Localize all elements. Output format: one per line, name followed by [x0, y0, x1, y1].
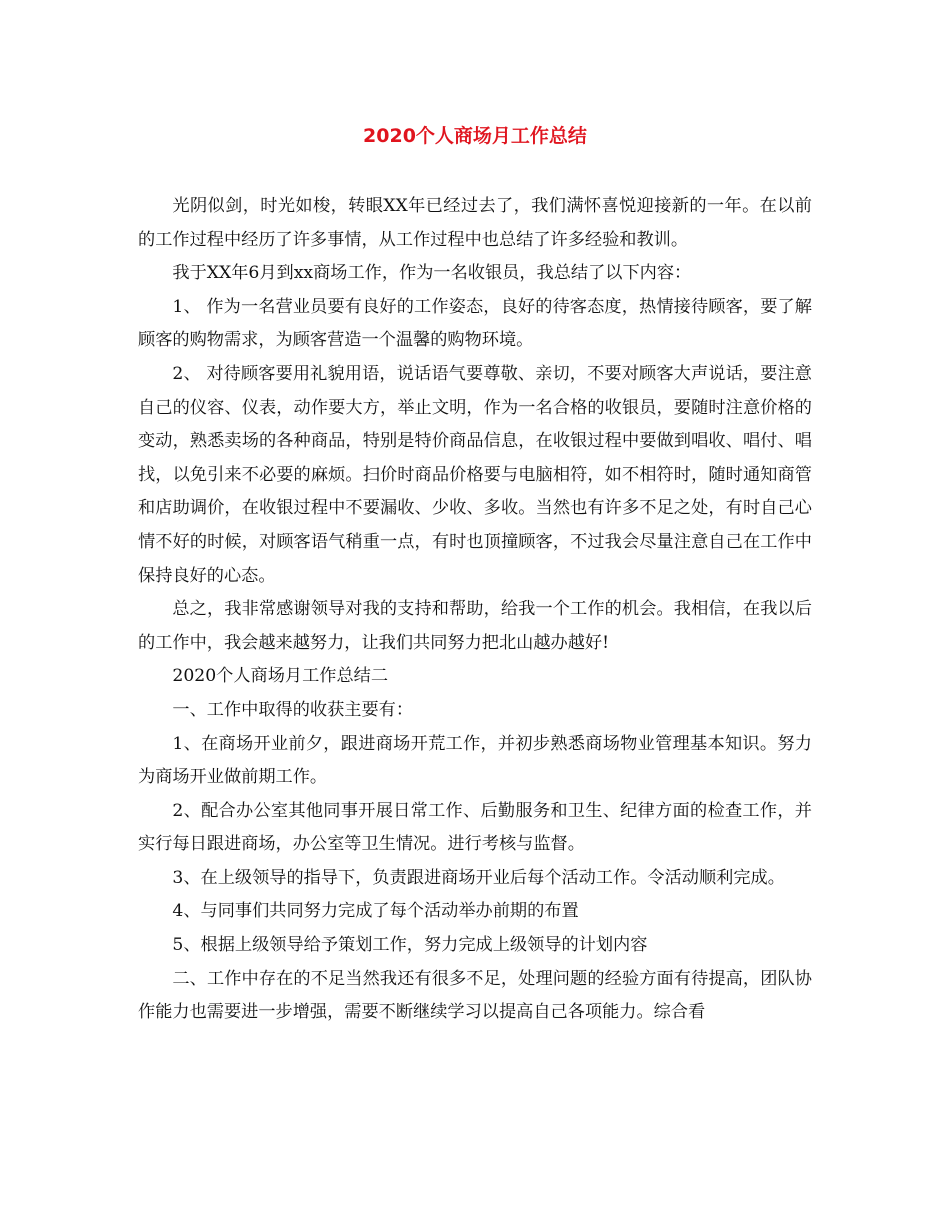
document-body — [138, 190, 812, 1030]
document-title: 2020个人商场月工作总结 — [363, 125, 587, 147]
paragraph-point-2: 2、 对待顾客要用礼貌用语，说话语气要尊敬、亲切，不要对顾客大声说话，要注意自己的仪容、仪表，动作要大方，举止文明，作为一名合格的收银员，要随时注意价格的变动，熟悉卖场的各种商品，特别是特价商品信息，在收银过程中要做到唱收、唱付、唱找，以免引来不必要的麻烦。扫价时商品价格要与电脑相符，如不相符时，随时通知商管和店助调价，在收银过程中不要漏收、少收、多收。当然也有许多不足之处，有时自己心情不好的时候，对顾客语气稍重一点，有时也顶撞顾客，不过我会尽量注意自己在工作中保持良好的心态。 — [138, 363, 812, 586]
paragraph-position: 我于XX年6月到xx商场工作，作为一名收银员，我总结了以下内容： — [172, 263, 692, 284]
gain-item-3: 3、在上级领导的指导下，负责跟进商场开业后每个活动工作。令活动顺利完成。 — [172, 867, 785, 888]
section-shortcomings: 二、工作中存在的不足当然我还有很多不足，处理问题的经验方面有待提高，团队协作能力也需要进一步增强，需要不断继续学习以提高自己各项能力。综合看 — [138, 968, 812, 1023]
gain-item-4: 4、与同事们共同努力完成了每个活动举办前期的布置 — [172, 901, 579, 922]
section-gains-heading: 一、工作中取得的收获主要有： — [172, 699, 414, 720]
gain-item-2: 2、配合办公室其他同事开展日常工作、后勤服务和卫生、纪律方面的检查工作，并实行每日跟进商场，办公室等卫生情况。进行考核与监督。 — [138, 800, 812, 855]
gain-item-1: 1、在商场开业前夕，跟进商场开荒工作，并初步熟悉商场物业管理基本知识。努力为商场开业做前期工作。 — [138, 733, 812, 788]
paragraph-point-1: 1、 作为一名营业员要有良好的工作姿态，良好的待客态度，热情接待顾客，要了解顾客的购物需求，为顾客营造一个温馨的购物环境。 — [138, 296, 812, 351]
gain-item-5: 5、根据上级领导给予策划工作，努力完成上级领导的计划内容 — [172, 935, 648, 956]
section-heading-2: 2020个人商场月工作总结二 — [172, 666, 389, 687]
paragraph-intro: 光阴似剑，时光如梭，转眼XX年已经过去了，我们满怀喜悦迎接新的一年。在以前的工作过程中经历了许多事情，从工作过程中也总结了许多经验和教训。 — [138, 196, 812, 250]
paragraph-conclusion: 总之，我非常感谢领导对我的支持和帮助，给我一个工作的机会。我相信，在我以后的工作中，我会越来越努力，让我们共同努力把北山越办越好! — [138, 599, 812, 653]
